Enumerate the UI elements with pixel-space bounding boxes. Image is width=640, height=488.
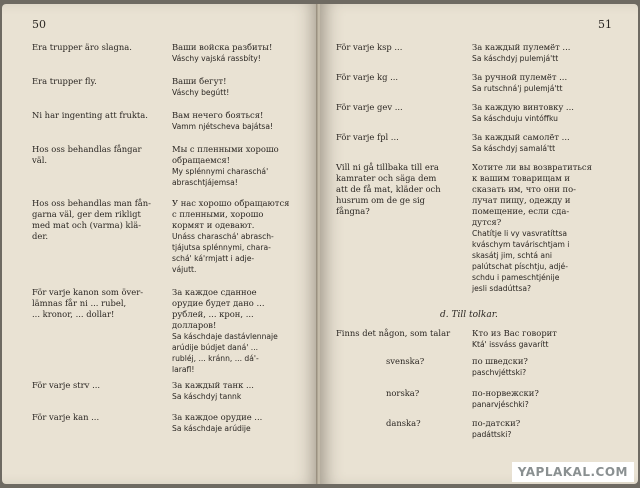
russian-translation bbox=[472, 132, 570, 154]
transliteration-line: kváschym tavárischtjam i bbox=[472, 240, 570, 249]
swedish-phrase bbox=[336, 328, 450, 339]
swedish-line: Finns det någon, som talar bbox=[336, 328, 451, 338]
russian-translation bbox=[472, 418, 520, 440]
section-heading: d. Till tolkar. bbox=[440, 310, 498, 320]
transliteration-line: tjájutsa splénnymi, chara- bbox=[172, 243, 271, 252]
swedish-line: väl. bbox=[32, 155, 48, 165]
russian-translation bbox=[472, 328, 557, 350]
cyrillic-line: У нас хорошо обращаются bbox=[172, 198, 290, 208]
russian-translation bbox=[172, 144, 279, 188]
transliteration-line: arúdije búdjet daná' ... bbox=[172, 343, 259, 352]
page-number: 50 bbox=[32, 18, 46, 31]
russian-translation bbox=[172, 76, 229, 98]
swedish-line: Era trupper fly. bbox=[32, 76, 97, 86]
cyrillic-line: по шведски? bbox=[472, 356, 528, 366]
cyrillic-line: к вашим товарищам и bbox=[472, 173, 571, 183]
swedish-line: kamrater och säga dem bbox=[336, 173, 437, 183]
swedish-line: För varje kanon som över- bbox=[32, 287, 144, 297]
swedish-phrase bbox=[32, 110, 148, 121]
cyrillic-line: Хотите ли вы возвратиться bbox=[472, 162, 592, 172]
russian-translation bbox=[172, 42, 272, 64]
swedish-line: ... kronor, ... dollar! bbox=[32, 309, 115, 319]
swedish-phrase bbox=[32, 42, 132, 53]
swedish-line: svenska? bbox=[386, 356, 425, 366]
swedish-phrase bbox=[32, 287, 143, 320]
transliteration-line: padáttski? bbox=[472, 430, 512, 439]
russian-translation bbox=[472, 388, 539, 410]
cyrillic-line: Ваши войска разбиты! bbox=[172, 42, 273, 52]
transliteration-line: jesli sdadúttsa? bbox=[472, 284, 532, 293]
transliteration-line: Sa káschdaje arúdije bbox=[172, 424, 251, 433]
page-number: 51 bbox=[598, 18, 612, 31]
russian-translation bbox=[172, 287, 278, 375]
transliteration-line: Sa káschduju vintóffku bbox=[472, 114, 558, 123]
swedish-line: Vill ni gå tillbaka till era bbox=[336, 162, 439, 172]
swedish-phrase bbox=[32, 198, 151, 242]
russian-translation bbox=[472, 42, 570, 64]
transliteration-line: Sa káschdyj tannk bbox=[172, 392, 242, 401]
swedish-line: Hos oss behandlas fångar bbox=[32, 144, 142, 154]
russian-translation bbox=[172, 380, 254, 402]
cyrillic-line: орудие будет дано ... bbox=[172, 298, 265, 308]
swedish-line: med mat och (varma) klä- bbox=[32, 220, 142, 230]
cyrillic-line: рублей, ... крон, ... bbox=[172, 309, 254, 319]
swedish-line: För varje ksp ... bbox=[336, 42, 403, 52]
swedish-phrase bbox=[386, 418, 421, 429]
cyrillic-line: За каждый танк ... bbox=[172, 380, 254, 390]
transliteration-line: larafl! bbox=[172, 365, 195, 374]
cyrillic-line: по-датски? bbox=[472, 418, 521, 428]
cyrillic-line: За каждую винтовку ... bbox=[472, 102, 574, 112]
transliteration-line: Chatítje li vy vasvratíttsa bbox=[472, 229, 568, 238]
left-page bbox=[2, 4, 318, 484]
cyrillic-line: За ручной пулемёт ... bbox=[472, 72, 568, 82]
russian-translation bbox=[472, 162, 592, 294]
swedish-line: der. bbox=[32, 231, 49, 241]
cyrillic-line: Вам нечего бояться! bbox=[172, 110, 264, 120]
cyrillic-line: За каждое сданное bbox=[172, 287, 257, 297]
cyrillic-line: дутся? bbox=[472, 217, 502, 227]
transliteration-line: panarvjéschki? bbox=[472, 400, 529, 409]
swedish-line: Ni har ingenting att frukta. bbox=[32, 110, 148, 120]
cyrillic-line: обращаемся! bbox=[172, 155, 231, 165]
russian-translation bbox=[472, 102, 574, 124]
russian-translation bbox=[472, 72, 567, 94]
russian-translation bbox=[472, 356, 528, 378]
cyrillic-line: сказать им, что они по- bbox=[472, 184, 576, 194]
swedish-line: För varje fpl ... bbox=[336, 132, 399, 142]
transliteration-line: Sa káschdyj samalá'tt bbox=[472, 144, 556, 153]
swedish-phrase bbox=[336, 102, 403, 113]
transliteration-line: paschvjéttski? bbox=[472, 368, 527, 377]
transliteration-line: Ktá' issváss gavarítt bbox=[472, 340, 549, 349]
swedish-line: För varje kg ... bbox=[336, 72, 399, 82]
swedish-phrase bbox=[32, 412, 99, 423]
swedish-line: För varje kan ... bbox=[32, 412, 100, 422]
swedish-line: danska? bbox=[386, 418, 421, 428]
swedish-line: att de få mat, kläder och bbox=[336, 184, 441, 194]
transliteration-line: Sa káschdyj pulemjá'tt bbox=[472, 54, 559, 63]
transliteration-line: Váschy vajská rassbíty! bbox=[172, 54, 261, 63]
cyrillic-line: За каждый самолёт ... bbox=[472, 132, 570, 142]
swedish-phrase bbox=[32, 380, 100, 391]
open-book bbox=[2, 4, 638, 484]
swedish-line: Hos oss behandlas man fån- bbox=[32, 198, 152, 208]
swedish-phrase bbox=[336, 72, 398, 83]
transliteration-line: My splénnymi charaschá' bbox=[172, 167, 269, 176]
swedish-line: Era trupper äro slagna. bbox=[32, 42, 132, 52]
transliteration-line: rubléj, ... kránn, ... dá'- bbox=[172, 354, 259, 363]
cyrillic-line: долларов! bbox=[172, 320, 217, 330]
transliteration-line: palútschat píschtju, adjé- bbox=[472, 262, 568, 271]
russian-translation bbox=[172, 412, 262, 434]
swedish-phrase bbox=[336, 162, 441, 217]
transliteration-line: skasátj jim, schtá ani bbox=[472, 251, 552, 260]
cyrillic-line: Ваши бегут! bbox=[172, 76, 227, 86]
cyrillic-line: За каждое орудие ... bbox=[172, 412, 263, 422]
swedish-line: fångna? bbox=[336, 206, 370, 216]
transliteration-line: vájutt. bbox=[172, 265, 197, 274]
transliteration-line: abraschtjájemsa! bbox=[172, 178, 238, 187]
right-page bbox=[320, 4, 638, 484]
transliteration-line: schá' ká'rmjatt i adje- bbox=[172, 254, 255, 263]
swedish-line: För varje gev ... bbox=[336, 102, 403, 112]
cyrillic-line: помещение, если сда- bbox=[472, 206, 570, 216]
transliteration-line: Sa káschdaje dastávlennaje bbox=[172, 332, 278, 341]
watermark-label: YAPLAKAL.COM bbox=[512, 462, 634, 482]
cyrillic-line: Мы с пленными хорошо bbox=[172, 144, 279, 154]
swedish-line: norska? bbox=[386, 388, 420, 398]
russian-translation bbox=[172, 198, 289, 275]
swedish-phrase bbox=[336, 42, 402, 53]
cyrillic-line: кормят и одевают. bbox=[172, 220, 255, 230]
swedish-phrase bbox=[386, 388, 419, 399]
swedish-line: garna väl, ger dem rikligt bbox=[32, 209, 141, 219]
transliteration-line: schdu i pameschtjénije bbox=[472, 273, 560, 282]
cyrillic-line: За каждый пулемёт ... bbox=[472, 42, 571, 52]
transliteration-line: Váschy begútt! bbox=[172, 88, 230, 97]
swedish-line: lämnas får ni ... rubel, bbox=[32, 298, 127, 308]
cyrillic-line: Кто из Вас говорит bbox=[472, 328, 557, 338]
swedish-phrase bbox=[336, 132, 399, 143]
swedish-phrase bbox=[386, 356, 424, 367]
swedish-line: husrum om de ge sig bbox=[336, 195, 426, 205]
cyrillic-line: лучат пищу, одежду и bbox=[472, 195, 571, 205]
swedish-phrase bbox=[32, 76, 97, 87]
transliteration-line: Vamm njétscheva bajátsa! bbox=[172, 122, 274, 131]
swedish-line: För varje strv ... bbox=[32, 380, 101, 390]
cyrillic-line: с пленными, хорошо bbox=[172, 209, 264, 219]
swedish-phrase bbox=[32, 144, 142, 166]
russian-translation bbox=[172, 110, 273, 132]
transliteration-line: Unáss charaschá' abrasch- bbox=[172, 232, 274, 241]
transliteration-line: Sa rutschná'j pulemjá'tt bbox=[472, 84, 563, 93]
cyrillic-line: по-норвежски? bbox=[472, 388, 539, 398]
